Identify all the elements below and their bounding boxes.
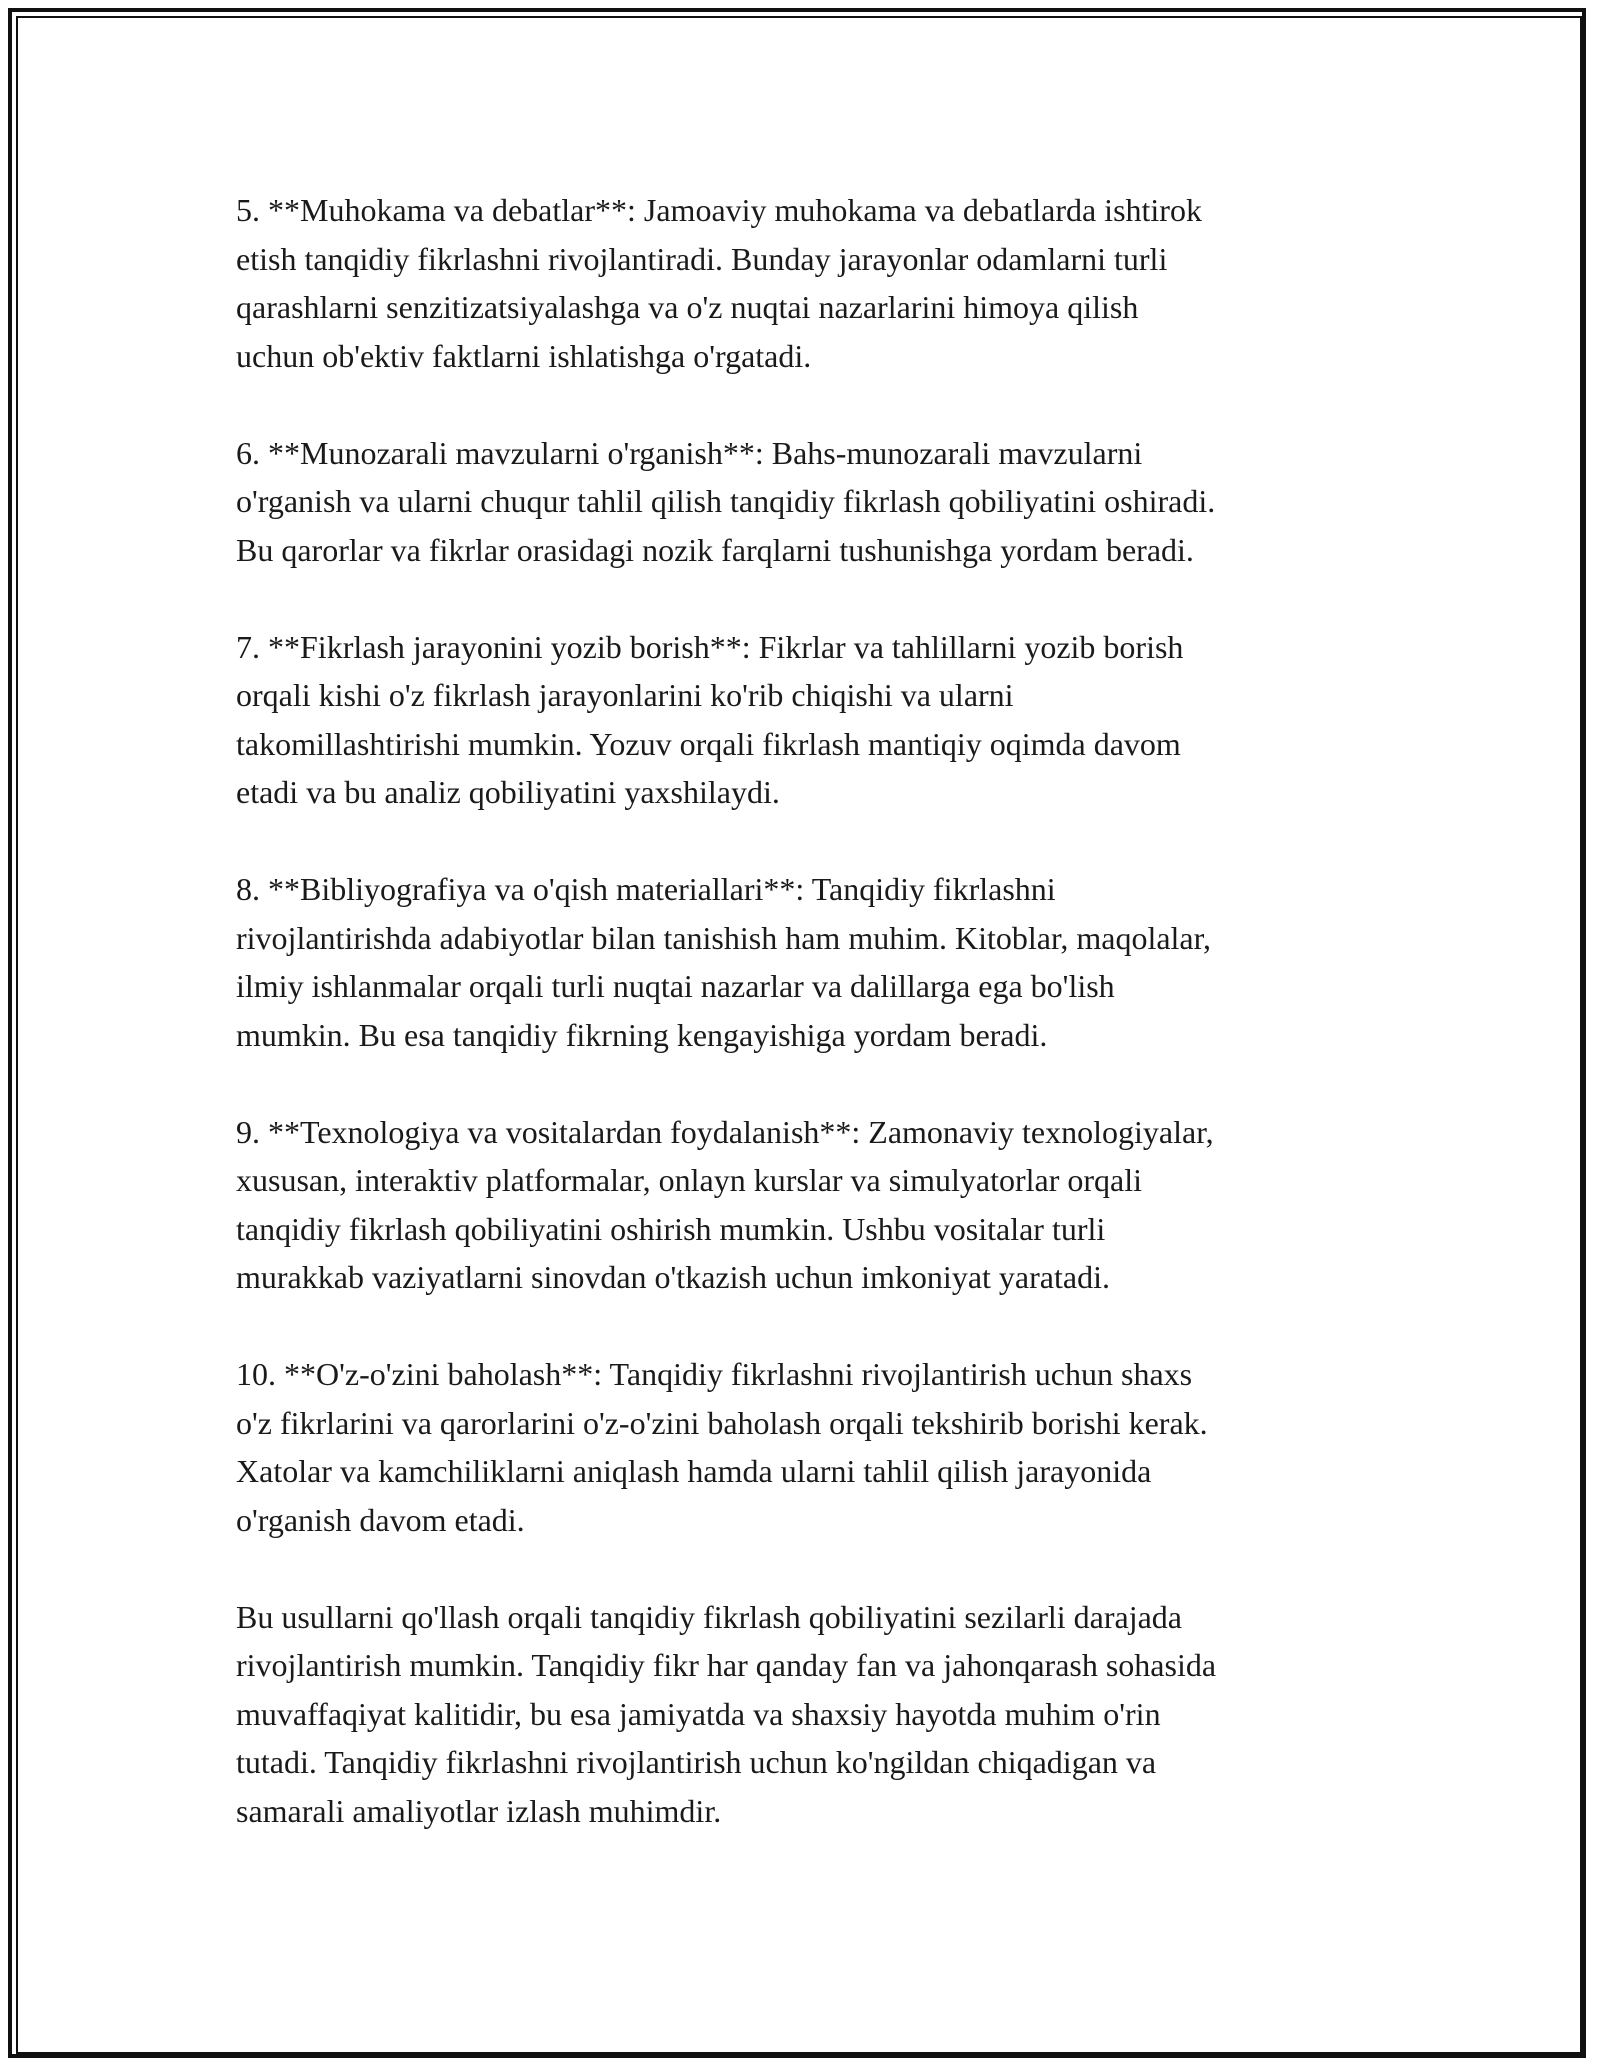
paragraph-item-8: 8. **Bibliyografiya va o'qish materiallari**: Tanqidiy fikrlashni rivojlantirishda adabiyotlar bilan tanishish ham muhim. Kitoblar, maqolalar, ilmiy ishlanmalar orqali turli nuqtai nazarlar va dalillarga ega bo'lish mumkin. Bu esa tanqidiy fikrning kengayishiga yordam beradi. [236,871,1211,1053]
paragraph-item-5: 5. **Muhokama va debatlar**: Jamoaviy muhokama va debatlarda ishtirok etish tanqidiy fikrlashni rivojlantiradi. Bunday jarayonlar odamlarni turli qarashlarni senzitizatsiyalashga va o'z nuqtai nazarlarini himoya qilish uchun ob'ektiv faktlarni ishlatishga o'rgatadi. [236,192,1202,374]
paragraph-item-10: 10. **O'z-o'zini baholash**: Tanqidiy fikrlashni rivojlantirish uchun shaxs o'z fikrlarini va qarorlarini o'z-o'zini baholash orqali tekshirib borishi kerak. Xatolar va kamchiliklarni aniqlash hamda ularni tahlil qilish jarayonida o'rganish davom etadi. [236,1356,1208,1538]
paragraph-item-9: 9. **Texnologiya va vositalardan foydalanish**: Zamonaviy texnologiyalar, xususan, interaktiv platformalar, onlayn kurslar va simulyatorlar orqali tanqidiy fikrlash qobiliyatini oshirish mumkin. Ushbu vositalar turli murakkab vaziyatlarni sinovdan o'tkazish uchun imkoniyat yaratadi. [236,1113,1214,1295]
document-body [236,186,1366,1835]
paragraph-item-7: 7. **Fikrlash jarayonini yozib borish**: Fikrlar va tahlillarni yozib borish orqali kishi o'z fikrlash jarayonlarini ko'rib chiqishi va ularni takomillashtirishi mumkin. Yozuv orqali fikrlash mantiqiy oqimda davom etadi va bu analiz qobiliyatini yaxshilaydi. [236,628,1184,810]
paragraph-item-6: 6. **Munozarali mavzularni o'rganish**: Bahs-munozarali mavzularni o'rganish va ularni chuqur tahlil qilish tanqidiy fikrlash qobiliyatini oshiradi. Bu qarorlar va fikrlar orasidagi nozik farqlarni tushunishga yordam beradi. [236,434,1216,568]
paragraph-conclusion: Bu usullarni qo'llash orqali tanqidiy fikrlash qobiliyatini sezilarli darajada rivojlantirish mumkin. Tanqidiy fikr har qanday fan va jahonqarash sohasida muvaffaqiyat kalitidir, bu esa jamiyatda va shaxsiy hayotda muhim o'rin tutadi. Tanqidiy fikrlashni rivojlantirish uchun ko'ngildan chiqadigan va samarali amaliyotlar izlash muhimdir. [236,1598,1217,1829]
